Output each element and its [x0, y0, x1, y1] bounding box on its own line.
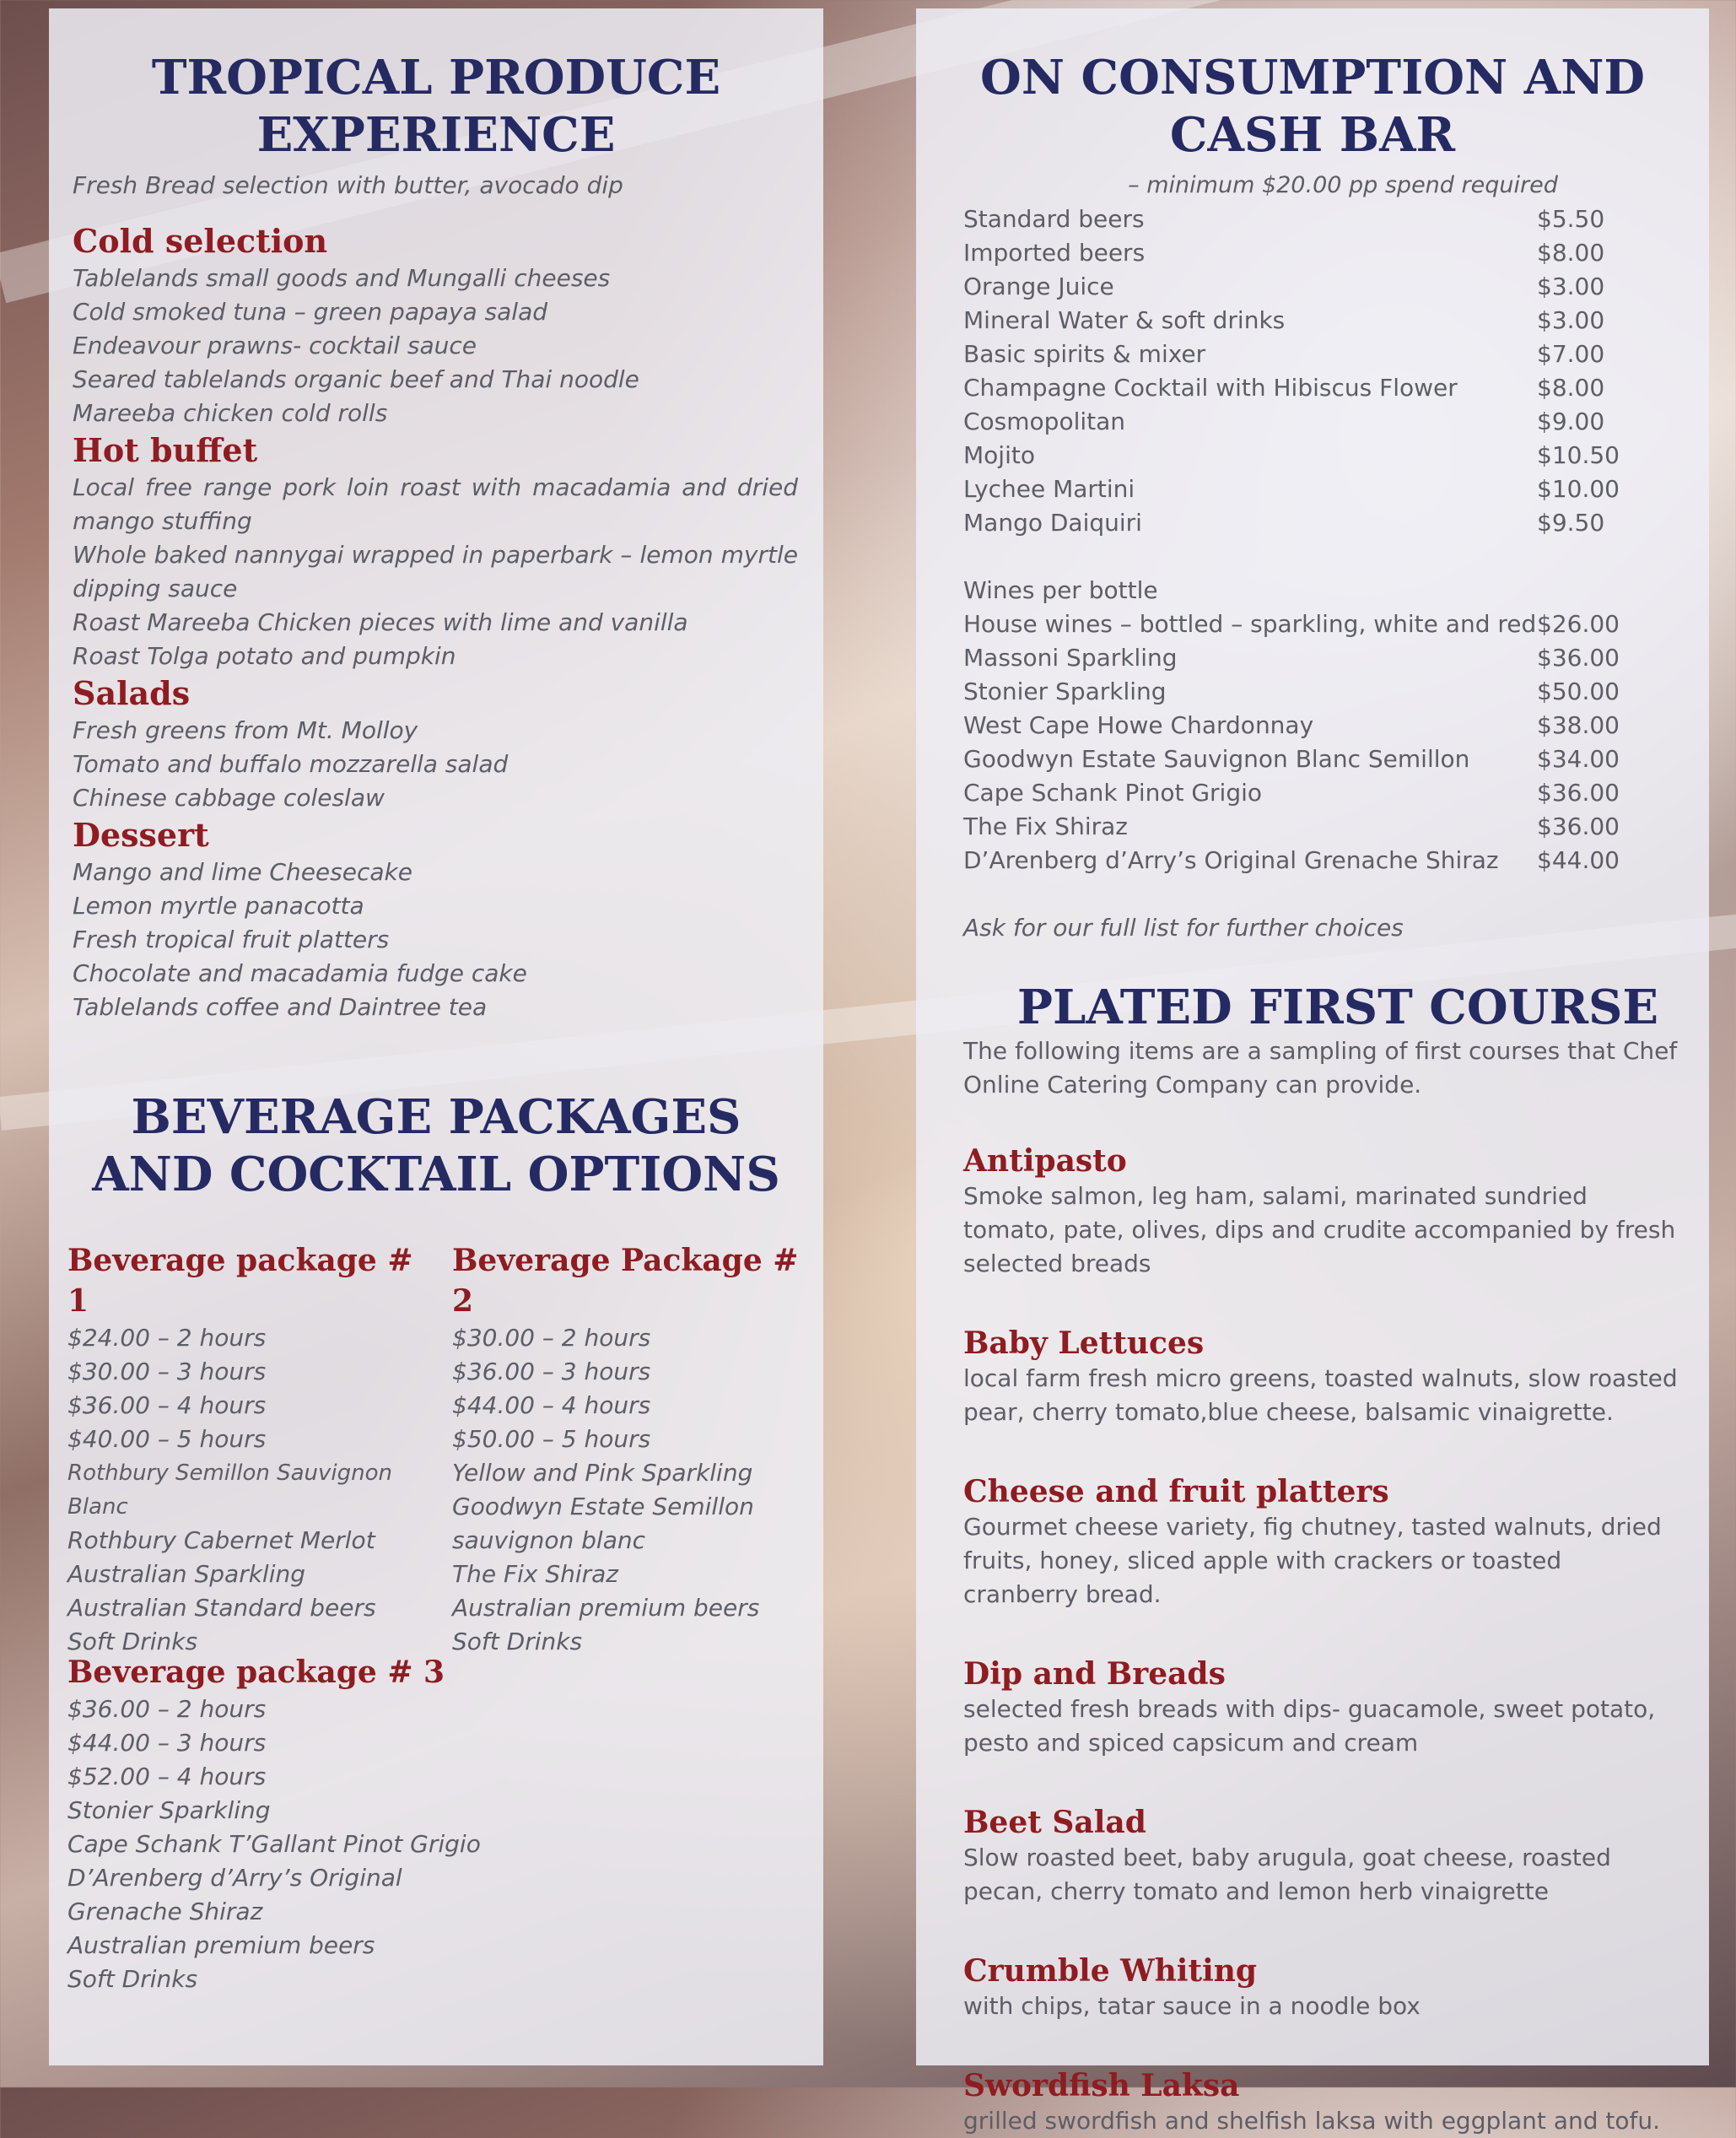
list-item: Australian Standard beers [67, 1594, 376, 1622]
course-name: Baby Lettuces [963, 1325, 1205, 1361]
item-price: $36.00 [1537, 813, 1620, 840]
list-item: $44.00 – 4 hours [452, 1391, 651, 1419]
item-price: $36.00 [1537, 644, 1620, 672]
price-row [963, 607, 1672, 641]
item-name: Mango Daiquiri [963, 509, 1142, 537]
item-name: Massoni Sparkling [963, 644, 1178, 672]
list-item: Roast Tolga potato and pumpkin [73, 642, 456, 670]
course-name: Beet Salad [963, 1805, 1146, 1840]
course-name: Antipasto [963, 1143, 1127, 1179]
item-price: $9.00 [1537, 408, 1605, 435]
list-item: Mareeba chicken cold rolls [73, 399, 388, 427]
list-item: Rothbury Cabernet Merlot [67, 1526, 375, 1554]
item-price: $3.00 [1537, 273, 1605, 300]
course-description: local farm fresh micro greens, toasted walnuts, slow roasted pear, cherry tomato,blue cheese, balsamic vinaigrette. [963, 1364, 1678, 1426]
price-row [963, 844, 1672, 877]
courses-list [963, 1142, 1680, 2138]
item-price: $38.00 [1537, 711, 1620, 739]
list-item: Mango and lime Cheesecake [73, 858, 412, 886]
item-name: Goodwyn Estate Sauvignon Blanc Semillon [963, 745, 1470, 773]
item-price: $44.00 [1537, 846, 1620, 874]
item-price: $10.50 [1537, 441, 1620, 469]
beverage-title: BEVERAGE PACKAGES [131, 1089, 741, 1145]
item-name: Stonier Sparkling [963, 678, 1167, 705]
item-price: $34.00 [1537, 745, 1620, 773]
tropical-title-line2: EXPERIENCE [256, 107, 616, 163]
plated-section [916, 979, 1709, 1036]
price-row [963, 337, 1672, 371]
course-description: with chips, tatar sauce in a noodle box [963, 1992, 1421, 2020]
item-name: Standard beers [963, 205, 1145, 233]
item-name: Basic spirits & mixer [963, 340, 1206, 368]
course-item [963, 1325, 1680, 1429]
course-name: Crumble Whiting [963, 1953, 1258, 1989]
list-item: Fresh tropical fruit platters [73, 926, 390, 953]
hot-buffet-heading: Hot buffet [73, 431, 258, 469]
item-price: $5.50 [1537, 205, 1605, 233]
course-description: selected fresh breads with dips- guacamole, sweet potato, pesto and spiced capsicum and cream [963, 1695, 1656, 1757]
beverage-title-line2: AND COCKTAIL OPTIONS [92, 1147, 780, 1202]
list-item: Soft Drinks [452, 1628, 583, 1655]
list-item: Local free range pork loin roast with macadamia and dried mango stuffing [73, 473, 798, 535]
right-menu-panel [916, 8, 1709, 2135]
drinks-price-list [963, 202, 1672, 540]
full-list-note: Ask for our full list for further choices [963, 914, 1404, 942]
course-name: Swordfish Laksa [963, 2068, 1240, 2103]
left-menu-panel [49, 8, 823, 2065]
item-price: $3.00 [1537, 306, 1605, 334]
item-name: Lychee Martini [963, 475, 1135, 503]
tropical-intro: Fresh Bread selection with butter, avocado dip [73, 171, 623, 199]
list-item: Tablelands coffee and Daintree tea [73, 993, 488, 1021]
list-item: $30.00 – 2 hours [452, 1324, 651, 1352]
beverage-package-1 [67, 1240, 439, 1659]
list-item: Rothbury Semillon Sauvignon Blanc [67, 1460, 393, 1520]
item-name: Champagne Cocktail with Hibiscus Flower [963, 374, 1458, 402]
course-item [963, 2067, 1680, 2138]
list-item: Soft Drinks [67, 1965, 198, 1993]
wines-heading: Wines per bottle [963, 576, 1158, 604]
course-name: Cheese and fruit platters [963, 1474, 1389, 1509]
list-item: Chocolate and macadamia fudge cake [73, 959, 527, 987]
course-item [963, 1655, 1680, 1760]
item-name: The Fix Shiraz [963, 813, 1128, 840]
list-item: Goodwyn Estate Semillon sauvignon blanc [452, 1493, 754, 1554]
price-row [963, 776, 1672, 810]
list-item: Tomato and buffalo mozzarella salad [73, 750, 509, 778]
list-item: Whole baked nannygai wrapped in paperbark – lemon myrtle dipping sauce [73, 541, 798, 602]
dessert-heading: Dessert [73, 816, 209, 854]
item-price: $36.00 [1537, 779, 1620, 807]
list-item: Stonier Sparkling [67, 1796, 271, 1824]
list-item: D’Arenberg d’Arry’s Original Grenache Shiraz [67, 1864, 402, 1925]
item-price: $7.00 [1537, 340, 1605, 368]
item-name: Imported beers [963, 239, 1146, 267]
list-item: Australian Sparkling [67, 1560, 306, 1588]
package-3-heading: Beverage package # 3 [67, 1655, 445, 1690]
list-item: Australian premium beers [452, 1594, 760, 1622]
item-price: $8.00 [1537, 374, 1605, 402]
item-price: $9.50 [1537, 509, 1605, 537]
list-item: The Fix Shiraz [452, 1560, 618, 1588]
list-item: $36.00 – 3 hours [452, 1358, 651, 1385]
beverage-package-2 [452, 1240, 815, 1659]
list-item: Endeavour prawns- cocktail sauce [73, 332, 477, 359]
item-price: $26.00 [1537, 610, 1620, 638]
tropical-section [49, 49, 823, 164]
list-item: Roast Mareeba Chicken pieces with lime and vanilla [73, 608, 688, 636]
item-name: Cape Schank Pinot Grigio [963, 779, 1263, 807]
course-description: Smoke salmon, leg ham, salami, marinated sundried tomato, pate, olives, dips and crudite accompanied by fresh selected breads [963, 1182, 1676, 1277]
bar-minimum-note: – minimum $20.00 pp spend required [1128, 172, 1558, 198]
list-item: $52.00 – 4 hours [67, 1763, 267, 1790]
item-name: House wines – bottled – sparkling, white and red [963, 610, 1537, 638]
salads-heading: Salads [73, 674, 191, 712]
item-name: D’Arenberg d’Arry’s Original Grenache Shiraz [963, 846, 1499, 874]
price-row [963, 371, 1672, 405]
item-price: $50.00 [1537, 678, 1620, 705]
course-description: Slow roasted beet, baby arugula, goat cheese, roasted pecan, cherry tomato and lemon herb vinaigrette [963, 1844, 1611, 1905]
item-price: $8.00 [1537, 239, 1605, 267]
price-row [963, 405, 1672, 439]
beverage-section [49, 1088, 823, 1203]
bar-body [963, 169, 1672, 945]
list-item: $50.00 – 5 hours [452, 1425, 651, 1453]
list-item: $40.00 – 5 hours [67, 1425, 267, 1453]
course-item [963, 1952, 1680, 2023]
bar-title-line2: CASH BAR [1169, 107, 1456, 163]
list-item: $30.00 – 3 hours [67, 1358, 267, 1385]
list-item: $24.00 – 2 hours [67, 1324, 267, 1352]
list-item: Australian premium beers [67, 1931, 375, 1959]
price-row [963, 202, 1672, 236]
price-row [963, 304, 1672, 337]
price-row [963, 742, 1672, 776]
course-item [963, 1473, 1680, 1612]
bar-title: ON CONSUMPTION AND [980, 50, 1645, 105]
list-item: Cold smoked tuna – green papaya salad [73, 298, 548, 326]
price-row [963, 810, 1672, 844]
package-1-heading: Beverage package # 1 [67, 1243, 413, 1319]
bar-section [916, 49, 1709, 164]
price-row [963, 641, 1672, 675]
list-item: Chinese cabbage coleslaw [73, 784, 385, 812]
price-row [963, 506, 1672, 540]
price-row [963, 472, 1672, 506]
list-item: Seared tablelands organic beef and Thai noodle [73, 365, 639, 393]
item-name: Mineral Water & soft drinks [963, 306, 1286, 334]
list-item: Soft Drinks [67, 1628, 198, 1655]
list-item: Tablelands small goods and Mungalli cheeses [73, 264, 611, 292]
item-name: West Cape Howe Chardonnay [963, 711, 1314, 739]
beverage-package-3 [67, 1652, 506, 1996]
item-name: Mojito [963, 441, 1035, 469]
plated-intro: The following items are a sampling of first courses that Chef Online Catering Company can provide. [963, 1037, 1678, 1099]
price-row [963, 675, 1672, 709]
item-name: Orange Juice [963, 273, 1114, 300]
plated-title: PLATED FIRST COURSE [1016, 980, 1659, 1035]
package-2-heading: Beverage Package # 2 [452, 1243, 799, 1319]
item-name: Cosmopolitan [963, 408, 1126, 435]
price-row [963, 270, 1672, 304]
list-item: Lemon myrtle panacotta [73, 892, 364, 920]
price-row [963, 709, 1672, 742]
tropical-title: TROPICAL PRODUCE [151, 50, 721, 105]
list-item: Fresh greens from Mt. Molloy [73, 716, 418, 744]
price-row [963, 236, 1672, 270]
wines-price-list [963, 607, 1672, 877]
list-item: $36.00 – 2 hours [67, 1695, 267, 1723]
tropical-body [73, 169, 798, 1024]
course-name: Dip and Breads [963, 1656, 1226, 1692]
plated-body [963, 1034, 1680, 2138]
course-item [963, 1804, 1680, 1909]
course-item [963, 1142, 1680, 1281]
cold-selection-heading: Cold selection [73, 222, 328, 260]
list-item: $36.00 – 4 hours [67, 1391, 267, 1419]
item-price: $10.00 [1537, 475, 1620, 503]
price-row [963, 439, 1672, 472]
list-item: Yellow and Pink Sparkling [452, 1459, 753, 1487]
list-item: $44.00 – 3 hours [67, 1729, 267, 1757]
course-description: grilled swordfish and shelfish laksa with eggplant and tofu. [963, 2107, 1660, 2135]
course-description: Gourmet cheese variety, fig chutney, tasted walnuts, dried fruits, honey, sliced apple with crackers or toasted cranberry bread. [963, 1513, 1662, 1608]
list-item: Cape Schank T’Gallant Pinot Grigio [67, 1830, 481, 1858]
